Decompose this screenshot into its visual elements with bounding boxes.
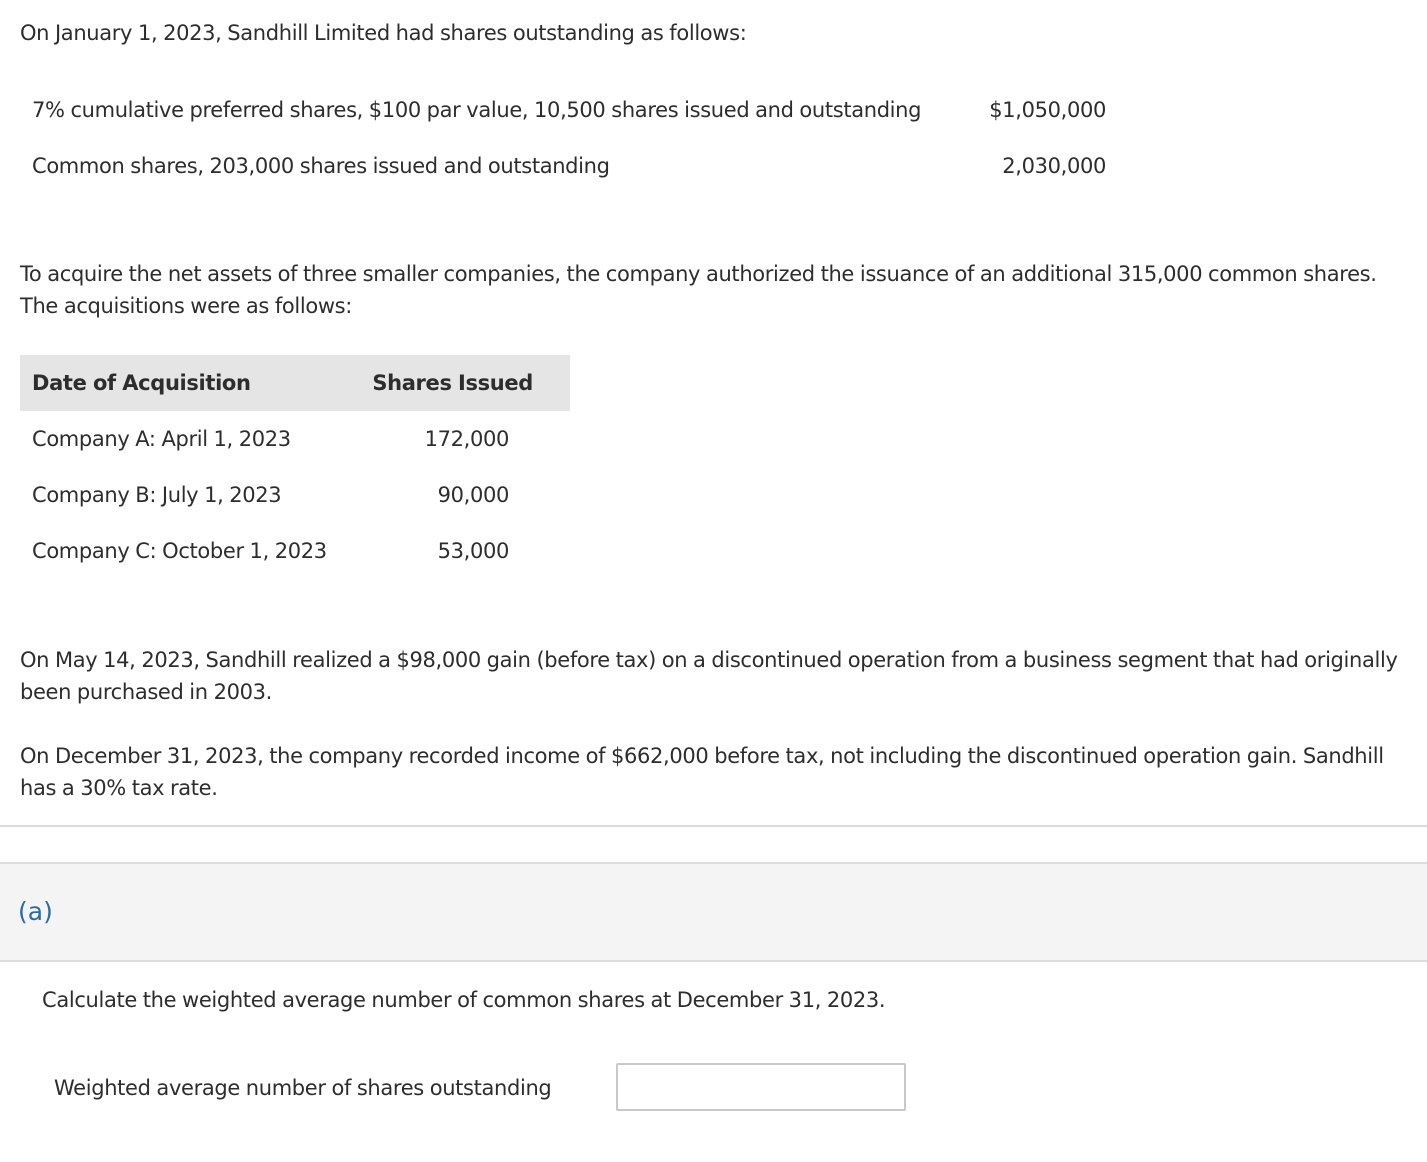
part-header xyxy=(0,862,1427,962)
table-row xyxy=(20,523,570,579)
table-row xyxy=(20,82,1120,138)
income-text: On December 31, 2023, the company recorded income of $662,000 before tax, not including the discontinued operation gain. Sandhill has a 30% tax rate. xyxy=(20,744,1384,800)
acquisition-date: Company C: October 1, 2023 xyxy=(32,539,327,563)
table-row xyxy=(20,138,1120,194)
table-header-row xyxy=(20,355,570,411)
preferred-shares-value: $1,050,000 xyxy=(989,98,1106,122)
shares-issued: 172,000 xyxy=(424,427,509,451)
shares-issued: 90,000 xyxy=(437,483,509,507)
table-row xyxy=(20,411,570,467)
date-column-header: Date of Acquisition xyxy=(32,371,251,395)
answer-label: Weighted average number of shares outstanding xyxy=(54,1076,552,1100)
table-row xyxy=(20,467,570,523)
intro-text: On January 1, 2023, Sandhill Limited had shares outstanding as follows: xyxy=(20,21,747,45)
discontinued-operation-text: On May 14, 2023, Sandhill realized a $98,000 gain (before tax) on a discontinued operation from a business segment that had originally been purchased in 2003. xyxy=(20,648,1398,704)
weighted-average-input[interactable] xyxy=(616,1063,906,1111)
common-shares-value: 2,030,000 xyxy=(1002,154,1106,178)
shares-column-header: Shares Issued xyxy=(372,371,533,395)
acquisitions-table xyxy=(20,355,570,579)
preferred-shares-label: 7% cumulative preferred shares, $100 par value, 10,500 shares issued and outstanding xyxy=(32,98,922,122)
acquisition-date: Company B: July 1, 2023 xyxy=(32,483,282,507)
part-label: (a) xyxy=(18,897,53,926)
question-text: Calculate the weighted average number of common shares at December 31, 2023. xyxy=(42,988,886,1012)
shares-issued: 53,000 xyxy=(437,539,509,563)
section-divider xyxy=(0,825,1427,827)
acquisition-intro-text: To acquire the net assets of three smaller companies, the company authorized the issuance of an additional 315,000 common shares. The acquisitions were as follows: xyxy=(20,262,1377,318)
common-shares-label: Common shares, 203,000 shares issued and outstanding xyxy=(32,154,610,178)
shares-outstanding-table xyxy=(20,82,1120,194)
acquisition-date: Company A: April 1, 2023 xyxy=(32,427,291,451)
